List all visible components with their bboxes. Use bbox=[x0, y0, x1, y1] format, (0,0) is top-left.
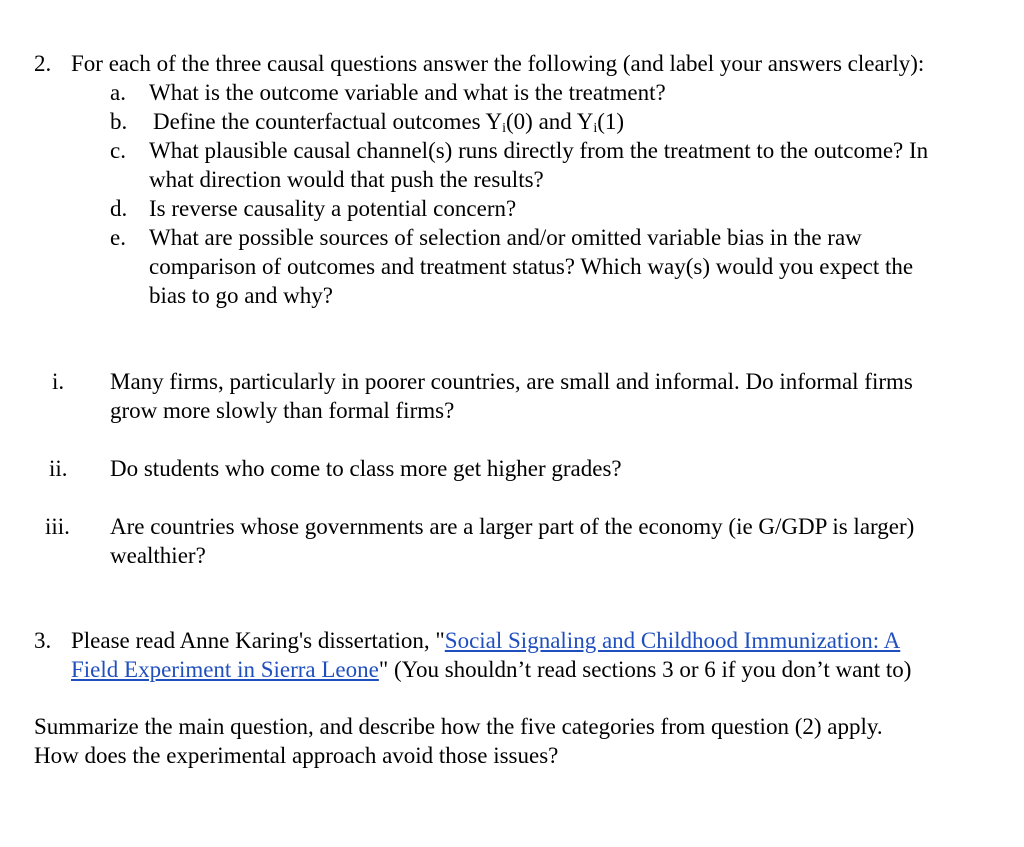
question-2-text: For each of the three causal questions answer the following (and label your answers clearly): bbox=[71, 51, 925, 76]
part-d-text: Is reverse causality a potential concern? bbox=[149, 196, 517, 221]
causal-question-iii-line-2: wealthier? bbox=[110, 543, 206, 568]
question-3-line-2: Field Experiment in Sierra Leone" (You shouldn’t read sections 3 or 6 if you don’t want to) bbox=[71, 657, 912, 682]
part-c-letter: c. bbox=[110, 138, 126, 163]
causal-question-iii-line-1: Are countries whose governments are a larger part of the economy (ie G/GDP is larger) bbox=[110, 514, 915, 539]
dissertation-link-continued[interactable]: Field Experiment in Sierra Leone bbox=[71, 657, 379, 682]
part-e-text-line-2: comparison of outcomes and treatment status? Which way(s) would you expect the bbox=[149, 254, 914, 279]
part-e-text-line-3: bias to go and why? bbox=[149, 283, 333, 308]
question-2-number: 2. bbox=[34, 51, 52, 76]
causal-question-ii-numeral: ii. bbox=[49, 456, 68, 481]
causal-question-i-line-2: grow more slowly than formal firms? bbox=[110, 398, 455, 423]
question-3-line-1: Please read Anne Karing's dissertation, "Social Signaling and Childhood Immunization: A bbox=[71, 628, 901, 653]
part-c-text-line-1: What plausible causal channel(s) runs directly from the treatment to the outcome? In bbox=[149, 138, 929, 163]
part-b-text: Define the counterfactual outcomes $Y_i(0)$ and $Y_i(1)$ bbox=[153, 109, 625, 136]
summary-line-1: Summarize the main question, and describe how the five categories from question (2) apply. bbox=[34, 714, 883, 739]
question-3-number: 3. bbox=[34, 628, 52, 653]
dissertation-link[interactable]: Social Signaling and Childhood Immunization: A bbox=[444, 628, 901, 653]
causal-question-i-numeral: i. bbox=[52, 369, 65, 394]
part-a-text: What is the outcome variable and what is the treatment? bbox=[149, 80, 666, 105]
causal-question-iii-numeral: iii. bbox=[45, 514, 70, 539]
causal-question-i-line-1: Many firms, particularly in poorer countries, are small and informal. Do informal firms bbox=[110, 369, 913, 394]
part-e-text-line-1: What are possible sources of selection and/or omitted variable bias in the raw bbox=[149, 225, 862, 250]
summary-line-2: How does the experimental approach avoid those issues? bbox=[34, 743, 559, 768]
part-b-letter: b. bbox=[110, 109, 128, 134]
part-c-text-line-2: what direction would that push the results? bbox=[149, 167, 544, 192]
part-e-letter: e. bbox=[110, 225, 126, 250]
part-d-letter: d. bbox=[110, 196, 128, 221]
causal-question-ii-line-1: Do students who come to class more get higher grades? bbox=[110, 456, 622, 481]
part-a-letter: a. bbox=[110, 80, 126, 105]
